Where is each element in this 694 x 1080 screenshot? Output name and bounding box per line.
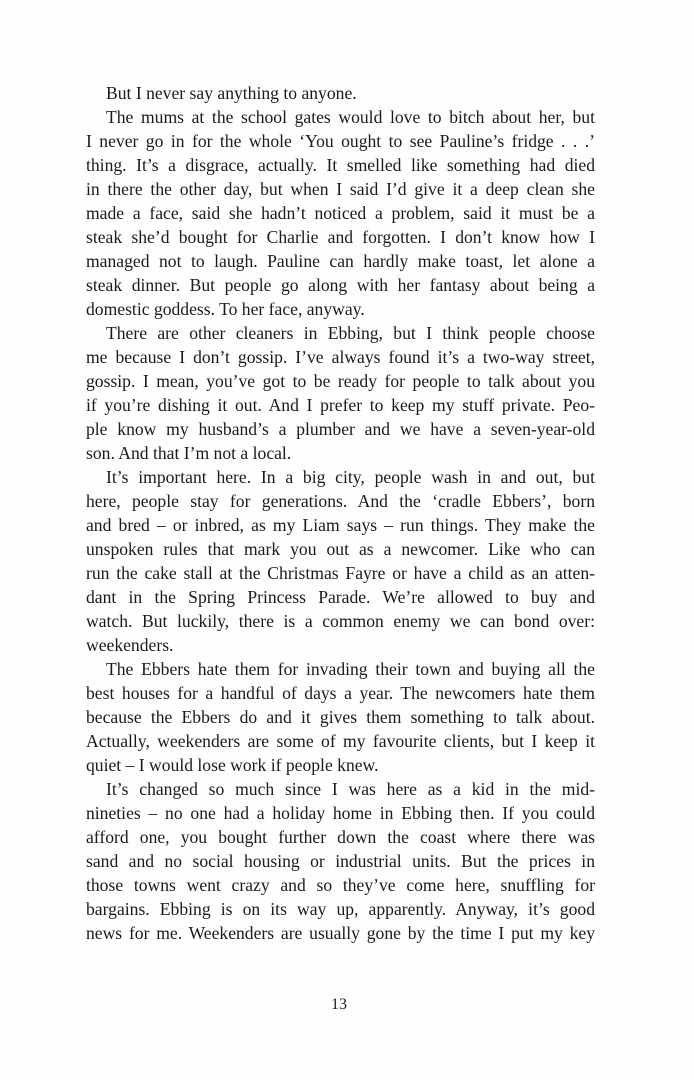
text-line: nineties – no one had a holiday home in Ebbing then. If you could (86, 803, 595, 823)
text-line: bargains. Ebbing is on its way up, apparently. Anyway, it’s good (86, 899, 595, 919)
page-number: 13 (331, 996, 347, 1013)
paragraph (86, 777, 595, 945)
text-line: dant in the Spring Princess Parade. We’re allowed to buy and (86, 587, 595, 607)
text-line: news for me. Weekenders are usually gone by the time I put my key (86, 923, 595, 943)
text-line: afford one, you bought further down the coast where there was (86, 827, 595, 847)
text-line: those towns went crazy and so they’ve come here, snuffling for (86, 875, 595, 895)
paragraph (86, 465, 595, 657)
text-line: run the cake stall at the Christmas Fayre or have a child as an atten- (86, 563, 595, 583)
text-line: sand and no social housing or industrial units. But the prices in (86, 851, 595, 871)
text-line: watch. But luckily, there is a common enemy we can bond over: (86, 611, 595, 631)
text-line: made a face, said she hadn’t noticed a problem, said it must be a (86, 203, 595, 223)
text-line: ple know my husband’s a plumber and we have a seven-year-old (86, 419, 595, 439)
text-line: me because I don’t gossip. I’ve always found it’s a two-way street, (86, 347, 595, 367)
paragraph (86, 321, 595, 465)
text-line: weekenders. (86, 635, 174, 655)
text-line: I never go in for the whole ‘You ought to see Pauline’s fridge . . .’ (86, 131, 595, 151)
text-line: The Ebbers hate them for invading their town and buying all the (106, 659, 595, 679)
paragraph (86, 657, 595, 777)
text-line: gossip. I mean, you’ve got to be ready for people to talk about you (86, 371, 595, 391)
text-line: best houses for a handful of days a year. The newcomers hate them (86, 683, 595, 703)
text-line: But I never say anything to anyone. (106, 83, 357, 103)
text-line: It’s important here. In a big city, people wash in and out, but (106, 467, 595, 487)
text-line: The mums at the school gates would love to bitch about her, but (106, 107, 595, 127)
text-line: There are other cleaners in Ebbing, but I think people choose (106, 323, 595, 343)
paragraph (86, 81, 595, 105)
text-line: managed not to laugh. Pauline can hardly make toast, let alone a (86, 251, 595, 271)
text-line: in there the other day, but when I said I’d give it a deep clean she (86, 179, 595, 199)
body-text (86, 81, 595, 945)
paragraph (86, 105, 595, 321)
text-line: steak dinner. But people go along with her fantasy about being a (86, 275, 595, 295)
text-line: son. And that I’m not a local. (86, 443, 292, 463)
text-line: thing. It’s a disgrace, actually. It smelled like something had died (86, 155, 595, 175)
text-line: here, people stay for generations. And the ‘cradle Ebbers’, born (86, 491, 595, 511)
text-line: and bred – or inbred, as my Liam says – run things. They make the (86, 515, 595, 535)
text-line: Actually, weekenders are some of my favourite clients, but I keep it (86, 731, 595, 751)
text-line: domestic goddess. To her face, anyway. (86, 299, 365, 319)
text-line: It’s changed so much since I was here as a kid in the mid- (106, 779, 595, 799)
text-line: steak she’d bought for Charlie and forgotten. I don’t know how I (86, 227, 595, 247)
text-line: if you’re dishing it out. And I prefer to keep my stuff private. Peo- (86, 395, 595, 415)
text-line: quiet – I would lose work if people knew. (86, 755, 379, 775)
text-line: because the Ebbers do and it gives them something to talk about. (86, 707, 595, 727)
text-line: unspoken rules that mark you out as a newcomer. Like who can (86, 539, 595, 559)
